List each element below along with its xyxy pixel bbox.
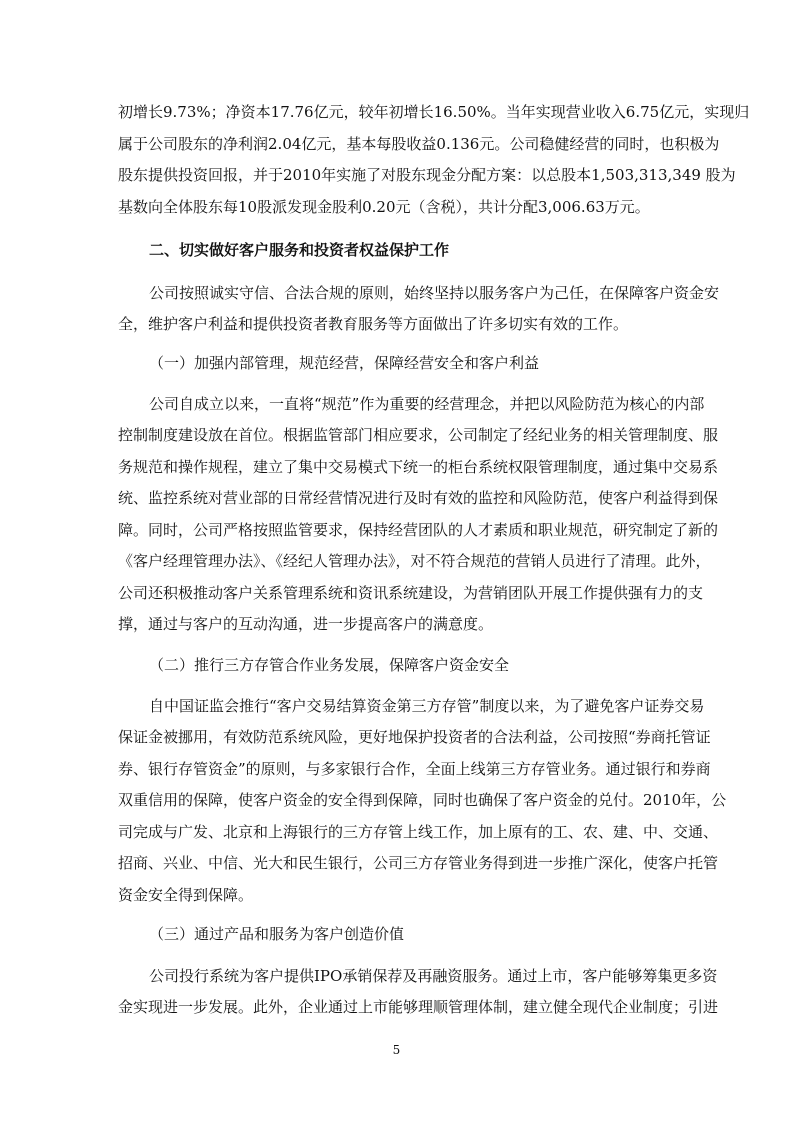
paragraph-line: 公司按照诚实守信、合法合规的原则，始终坚持以服务客户为己任，在保障客户资金安 (149, 284, 720, 302)
subsection-heading: （三）通过产品和服务为客户创造价值 (149, 925, 405, 943)
paragraph-line: 双重信用的保障，使客户资金的安全得到保障，同时也确保了客户资金的兑付。2010年，公 (118, 791, 727, 809)
paragraph-line: 务规范和操作规程，建立了集中交易模式下统一的柜台系统权限管理制度，通过集中交易系 (118, 458, 719, 476)
paragraph-line: 自中国证监会推行“客户交易结算资金第三方存管”制度以来，为了避免客户证券交易 (149, 697, 705, 715)
paragraph-line: 全，维护客户利益和提供投资者教育服务等方面做出了许多切实有效的工作。 (118, 315, 629, 333)
paragraph-line: 股东提供投资回报，并于2010年实施了对股东现金分配方案：以总股本1,503,313,349 股为 (118, 166, 736, 184)
paragraph-line: 招商、兴业、中信、光大和民生银行，公司三方存管业务得到进一步推广深化，使客户托管 (118, 854, 719, 872)
subsection-heading: （一）加强内部管理，规范经营，保障经营安全和客户利益 (149, 354, 540, 372)
paragraph-line: 初增长9.73%；净资本17.76亿元，较年初增长16.50%。当年实现营业收入6.75亿元，实现归 (118, 103, 750, 121)
paragraph-line: 保证金被挪用，有效防范系统风险，更好地保护投资者的合法利益，公司按照“券商托管证 (118, 728, 711, 746)
paragraph-line: 统、监控系统对营业部的日常经营情况进行及时有效的监控和风险防范，使客户利益得到保 (118, 489, 719, 507)
subsection-heading: （二）推行三方存管合作业务发展，保障客户资金安全 (149, 656, 510, 674)
paragraph-line: 公司还积极推动客户关系管理系统和资讯系统建设，为营销团队开展工作提供强有力的支 (118, 584, 704, 602)
paragraph-line: 司完成与广发、北京和上海银行的三方存管上线工作，加上原有的工、农、建、中、交通、 (118, 823, 719, 841)
paragraph-line: 《客户经理管理办法》、《经纪人管理办法》，对不符合规范的营销人员进行了清理。此外， (118, 552, 711, 570)
paragraph-line: 金实现进一步发展。此外，企业通过上市能够理顺管理体制，建立健全现代企业制度；引进 (118, 998, 719, 1016)
paragraph-line: 公司投行系统为客户提供IPO承销保荐及再融资服务。通过上市，客户能够筹集更多资 (149, 967, 718, 985)
paragraph-line: 基数向全体股东每10股派发现金股利0.20元（含税），共计分配3,006.63万元。 (118, 198, 650, 216)
page-number: 5 (392, 1043, 401, 1057)
paragraph-line: 控制制度建设放在首位。根据监管部门相应要求，公司制定了经纪业务的相关管理制度、服 (118, 426, 719, 444)
paragraph-line: 资金安全得到保障。 (118, 886, 254, 904)
paragraph-line: 属于公司股东的净利润2.04亿元，基本每股收益0.136元。公司稳健经营的同时，也积极为 (118, 135, 720, 153)
paragraph-line: 撑，通过与客户的互动沟通，进一步提高客户的满意度。 (118, 615, 494, 633)
section-heading: 二、切实做好客户服务和投资者权益保护工作 (149, 241, 450, 259)
paragraph-line: 公司自成立以来，一直将“规范”作为重要的经营理念，并把以风险防范为核心的内部 (149, 395, 705, 413)
paragraph-line: 障。同时，公司严格按照监管要求，保持经营团队的人才素质和职业规范，研究制定了新的 (118, 521, 719, 539)
paragraph-line: 券、银行存管资金”的原则，与多家银行合作，全面上线第三方存管业务。通过银行和券商 (118, 760, 711, 778)
